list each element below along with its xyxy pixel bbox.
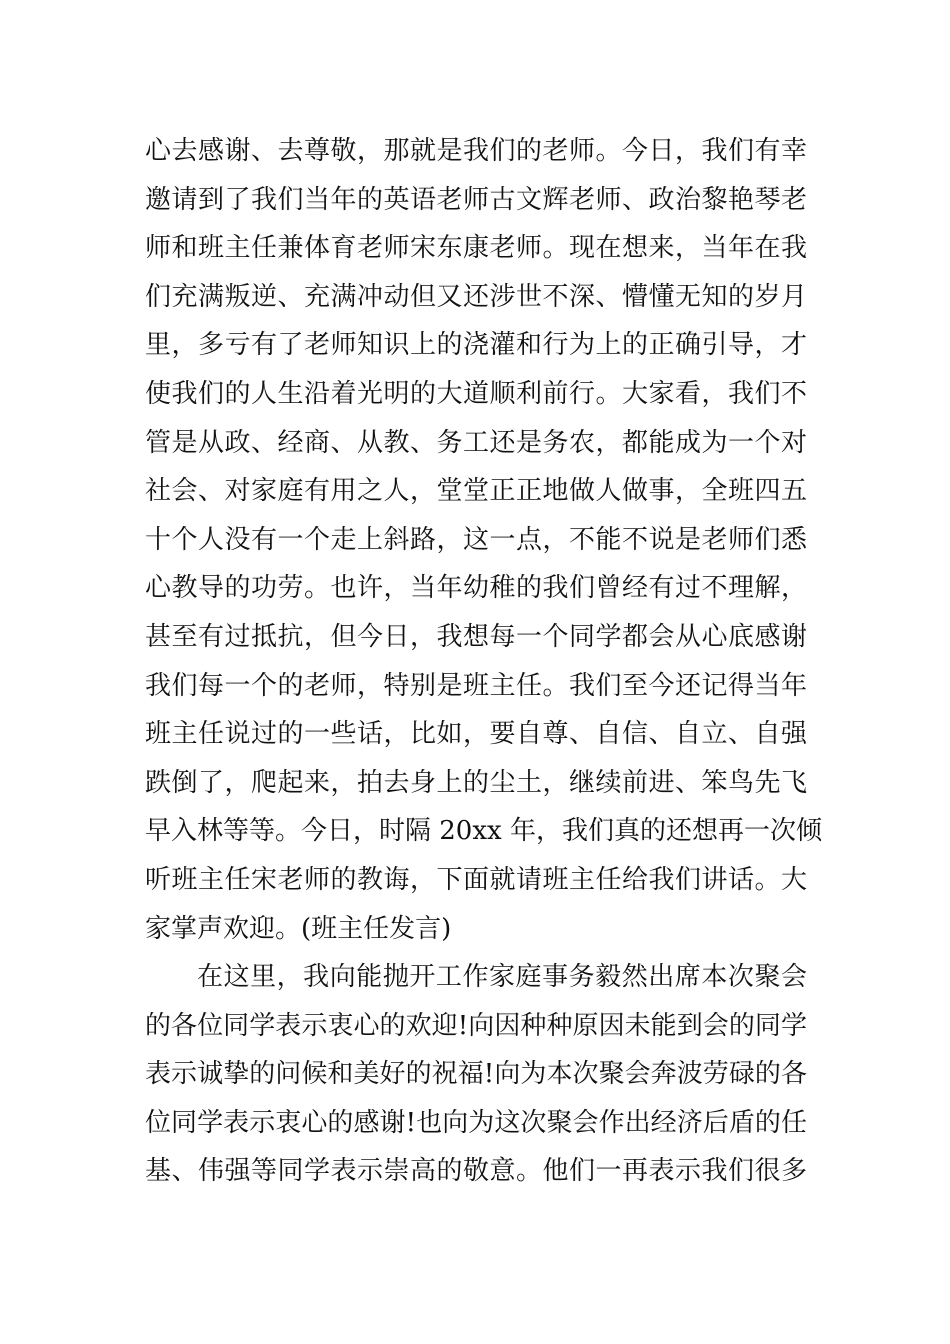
document-body [145, 127, 822, 1196]
text-line: 心去感谢、去尊敬，那就是我们的老师。今日，我们有幸 [145, 136, 807, 166]
text-line: 们充满叛逆、充满冲动但又还涉世不深、懵懂无知的岁月 [145, 281, 807, 312]
text-line: 管是从政、经商、从教、务工还是务农，都能成为一个对 [145, 427, 807, 458]
text-line: 早入林等等。今日，时隔 20xx 年，我们真的还想再一次倾 [145, 816, 822, 847]
paragraph-first-line: 在这里，我向能抛开工作家庭事务毅然出席本次聚会 [197, 962, 807, 993]
paragraph-end-line: 家掌声欢迎。(班主任发言) [145, 913, 452, 944]
text-line: 邀请到了我们当年的英语老师古文辉老师、政治黎艳琴老 [145, 184, 807, 215]
text-line: 班主任说过的一些话，比如，要自尊、自信、自立、自强 [145, 719, 807, 750]
text-line: 心教导的功劳。也许，当年幼稚的我们曾经有过不理解， [145, 573, 807, 604]
text-line: 位同学表示衷心的感谢!也向为这次聚会作出经济后盾的任 [145, 1107, 807, 1138]
text-line: 十个人没有一个走上斜路，这一点，不能不说是老师们悉 [145, 524, 807, 555]
text-line: 听班主任宋老师的教诲，下面就请班主任给我们讲话。大 [145, 864, 807, 895]
text-line: 社会、对家庭有用之人，堂堂正正地做人做事，全班四五 [145, 476, 807, 507]
text-line: 使我们的人生沿着光明的大道顺利前行。大家看，我们不 [145, 378, 807, 409]
text-line: 我们每一个的老师，特别是班主任。我们至今还记得当年 [145, 670, 807, 701]
text-line: 里，多亏有了老师知识上的浇灌和行为上的正确引导，才 [145, 330, 807, 361]
text-line: 跌倒了，爬起来，拍去身上的尘土，继续前进、笨鸟先飞 [145, 767, 807, 798]
text-line: 的各位同学表示衷心的欢迎!向因种种原因未能到会的同学 [145, 1010, 807, 1041]
text-line: 基、伟强等同学表示崇高的敬意。他们一再表示我们很多 [145, 1156, 807, 1187]
text-line: 甚至有过抵抗，但今日，我想每一个同学都会从心底感谢 [145, 621, 807, 652]
text-line: 师和班主任兼体育老师宋东康老师。现在想来，当年在我 [145, 233, 807, 264]
text-line: 表示诚挚的问候和美好的祝福!向为本次聚会奔波劳碌的各 [145, 1059, 807, 1090]
